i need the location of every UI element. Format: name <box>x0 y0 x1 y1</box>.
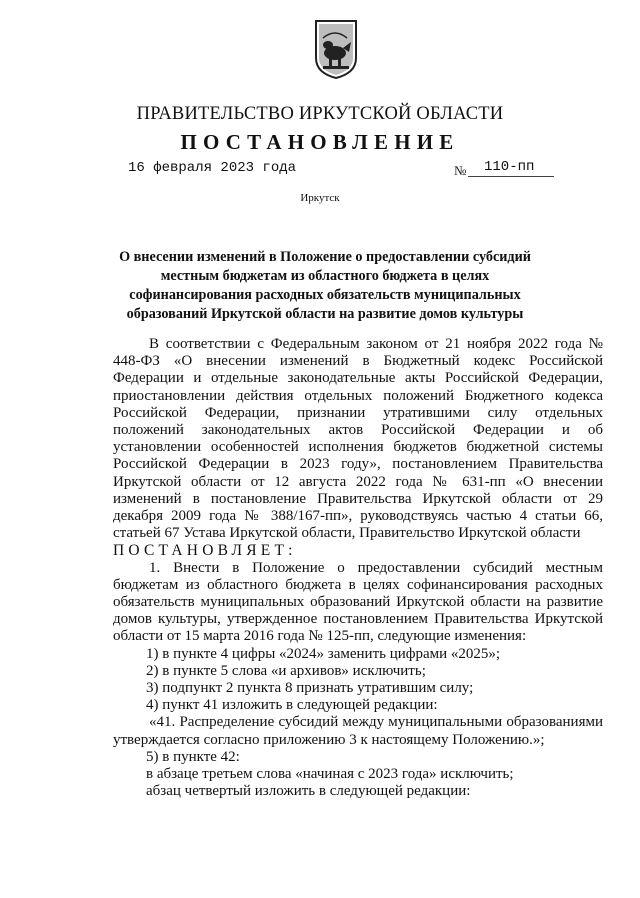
number-sign: № <box>454 163 467 178</box>
subitem-5b: абзац четвертый изложить в следующей редакции: <box>146 783 471 800</box>
city: Иркутск <box>300 192 340 204</box>
subitem-1: 1) в пункте 4 цифры «2024» заменить цифрами «2025»; <box>146 645 501 662</box>
number-underline <box>468 176 554 177</box>
subitem-2: 2) в пункте 5 слова «и архивов» исключить; <box>146 662 426 679</box>
subitem-5a: в абзаце третьем слова «начиная с 2023 года» исключить; <box>146 766 514 783</box>
subitem-4: 4) пункт 41 изложить в следующей редакции: <box>146 697 438 714</box>
quote-41: «41. Распределение субсидий между муниципальными образованиями утверждается согласно приложению 3 к настоящему Положению.»; <box>113 714 603 748</box>
preamble: В соответствии с Федеральным законом от 21 ноября 2022 года № 448-ФЗ «О внесении изменений в Бюджетный кодекс Российской Федерации и отдельные законодательные акты Российской Федерации, приостановлении действия отдельных положений Бюджетного кодекса Российской Федерации, признании утратившими силу отдельных положений законодательных актов Российской Федерации и об установлении особенностей исполнения бюджетов бюджетной системы Российской Федерации в 2023 году», постановлением Правительства Иркутской области от 12 августа 2022 года № 631-пп «О внесении изменений в постановление Правительства Иркутской области от 29 декабря 2009 года № 388/167-пп», руководствуясь частью 4 статьи 66, статьей 67 Устава Иркутской области, Правительство Иркутской области <box>113 336 603 542</box>
document-number: 110-пп <box>484 159 535 175</box>
document-type: ПОСТАНОВЛЕНИЕ <box>180 130 460 154</box>
subitem-5: 5) в пункте 42: <box>146 748 240 765</box>
document-title: О внесении изменений в Положение о предоставлении субсидий местным бюджетам из областного бюджета в целях софинансирования расходных обязательств муниципальных образований Иркутской области на развитие домов культуры <box>119 249 531 322</box>
item-1: 1. Внести в Положение о предоставлении субсидий местным бюджетам из областного бюджета в целях софинансирования расходных обязательств муниципальных образований Иркутской области на развитие домов культуры, утвержденное постановлением Правительства Иркутской области от 15 марта 2016 года № 125-пп, следующие изменения: <box>113 559 603 645</box>
coat-of-arms-icon <box>313 18 359 80</box>
resolves-heading: ПОСТАНОВЛЯЕТ: <box>113 542 297 560</box>
document-date: 16 февраля 2023 года <box>128 160 297 176</box>
government-name: ПРАВИТЕЛЬСТВО ИРКУТСКОЙ ОБЛАСТИ <box>136 104 504 124</box>
document-body <box>113 336 603 800</box>
subitem-3: 3) подпункт 2 пункта 8 признать утратившим силу; <box>146 680 474 697</box>
